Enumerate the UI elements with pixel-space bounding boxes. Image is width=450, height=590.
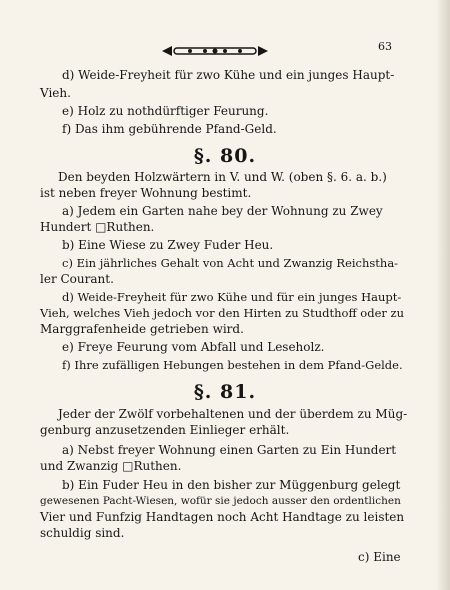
section-heading-80: §. 80.: [193, 145, 257, 167]
text-line: f) Das ihm gebührende Pfand-Geld.: [62, 122, 277, 136]
text-line: Jeder der Zwölf vorbehaltenen und der überdem zu Müg-: [58, 407, 408, 421]
text-line: und Zwanzig □Ruthen.: [40, 459, 182, 473]
text-line: b) Eine Wiese zu Zwey Fuder Heu.: [62, 238, 274, 252]
page-number: 63: [378, 40, 392, 53]
section-heading-81: §. 81.: [193, 381, 257, 403]
text-line: d) Weide-Freyheit für zwo Kühe und ein junges Haupt-: [62, 68, 395, 82]
text-line: schuldig sind.: [40, 526, 125, 540]
text-line: gewesenen Pacht-Wiesen, wofür sie jedoch ausser den ordentlichen: [40, 495, 401, 507]
text-line: Vieh, welches Vieh jedoch vor den Hirten zu Studthoff oder zu: [40, 306, 405, 320]
text-line: a) Nebst freyer Wohnung einen Garten zu Ein Hundert: [62, 443, 397, 457]
text-line: Vier und Funfzig Handtagen noch Acht Handtage zu leisten: [40, 510, 405, 524]
text-line: f) Ihre zufälligen Hebungen bestehen in dem Pfand-Gelde.: [62, 358, 403, 372]
text-line: c) Ein jährliches Gehalt von Acht und Zwanzig Reichstha-: [62, 256, 399, 270]
catchword: c) Eine: [358, 550, 401, 564]
text-line: Vieh.: [40, 86, 71, 100]
text-line: e) Freye Feurung vom Abfall und Leseholz.: [62, 340, 325, 354]
text-line: genburg anzusetzenden Einlieger erhält.: [40, 423, 290, 437]
text-line: ist neben freyer Wohnung bestimt.: [40, 186, 252, 200]
text-line: e) Holz zu nothdürftiger Feurung.: [62, 104, 269, 118]
text-line: d) Weide-Freyheit für zwo Kühe und für ein junges Haupt-: [62, 290, 402, 304]
ornament-icon: [160, 44, 270, 58]
text-line: b) Ein Fuder Heu in den bisher zur Müggenburg gelegt: [62, 478, 401, 492]
text-line: ler Courant.: [40, 272, 114, 286]
text-line: Hundert □Ruthen.: [40, 220, 155, 234]
text-line: Marggrafenheide getrieben wird.: [40, 322, 244, 336]
text-line: Den beyden Holzwärtern in V. und W. (oben §. 6. a. b.): [58, 170, 387, 184]
text-line: a) Jedem ein Garten nahe bey der Wohnung zu Zwey: [62, 204, 383, 218]
